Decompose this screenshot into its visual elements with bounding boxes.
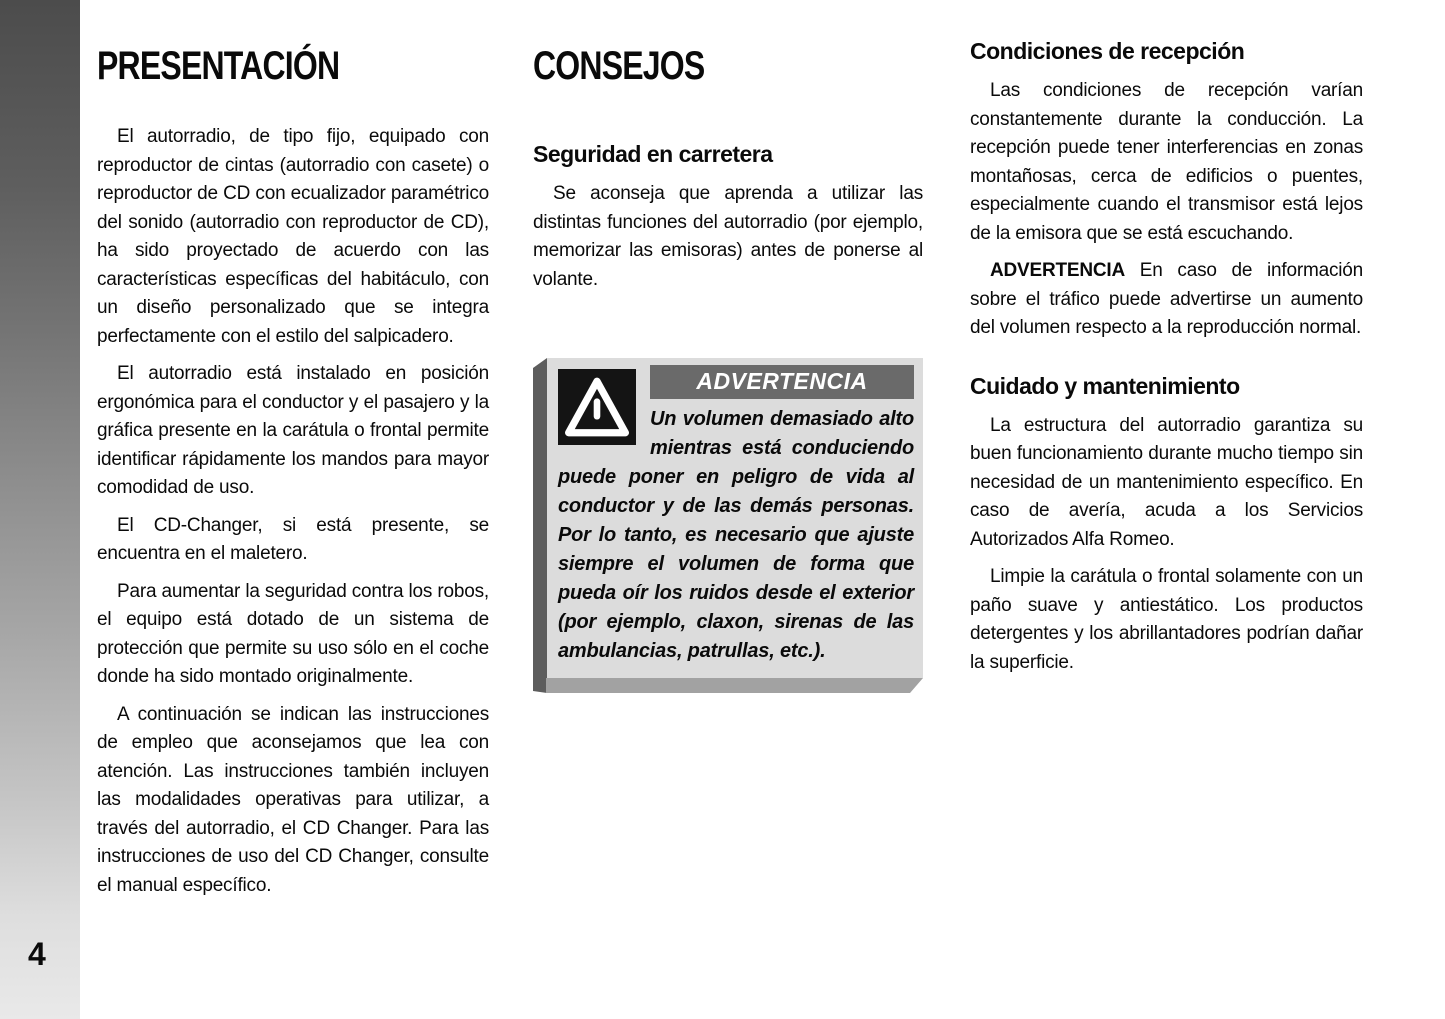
presentacion-paragraph-4: Para aumentar la seguridad contra los robos, el equipo está dotado de un sistema de protección que permite su uso sólo en el coche donde ha sido montado originalmente. xyxy=(97,580,489,687)
column-recepcion-mantenimiento xyxy=(970,38,1363,677)
warning-header: ADVERTENCIA xyxy=(650,365,914,399)
warning-icon-block xyxy=(558,369,636,445)
traffic-info-note xyxy=(970,257,1363,343)
presentacion-paragraph-2: El autorradio está instalado en posición ergonómica para el conductor y el pasajero y la gráfica presente en la carátula o frontal permite identificar rápidamente los mandos para mayor comodidad de uso. xyxy=(97,363,489,498)
column-consejos xyxy=(533,38,923,678)
column-presentacion xyxy=(97,38,489,900)
warning-box xyxy=(547,358,923,678)
mantenimiento-paragraph-1: La estructura del autorradio garantiza su buen funcionamiento durante mucho tiempo sin necesidad de un mantenimiento específico. En caso de avería, acuda a los Servicios Autorizados Alfa Romeo. xyxy=(970,414,1363,550)
mantenimiento-paragraph-2: Limpie la carátula o frontal solamente con un paño suave y antiestático. Los productos detergentes y los abrillantadores podrían dañar la superficie. xyxy=(970,566,1363,673)
consejos-title: CONSEJOS xyxy=(533,44,705,88)
advertencia-inline-label: ADVERTENCIA xyxy=(990,260,1126,281)
page-number: 4 xyxy=(28,936,45,972)
presentacion-paragraph-1: El autorradio, de tipo fijo, equipado con reproductor de cintas (autorradio con casete) o reproductor de CD con ecualizador paramétrico del sonido (autorradio con reproductor de CD), ha sido proyectado de acuerdo con las características específicas del habitáculo, con un diseño personalizado que se integra perfectamente con el estilo del salpicadero. xyxy=(97,126,489,347)
advertencia-inline-text: En caso de información sobre el tráfico puede advertirse un aumento del volumen respecto a la reproducción normal. xyxy=(970,260,1363,338)
left-gradient-bar xyxy=(0,0,80,1019)
warning-triangle-icon xyxy=(564,376,630,438)
presentacion-title: PRESENTACIÓN xyxy=(97,44,340,88)
recepcion-heading: Condiciones de recepción xyxy=(970,38,1245,64)
recepcion-paragraph: Las condiciones de recepción varían constantemente durante la conducción. La recepción puede tener interferencias en zonas montañosas, cerca de edificios o puentes, especialmente cuando el transmisor está lejos de la emisora que se está escuchando. xyxy=(970,80,1363,244)
presentacion-paragraph-5: A continuación se indican las instrucciones de empleo que aconsejamos que lea con atención. Las instrucciones también incluyen las modalidades operativas para utilizar, a través del autorradio, el CD Changer. Para las instrucciones de uso del CD Changer, consulte el manual específico. xyxy=(97,703,489,896)
seguridad-heading: Seguridad en carretera xyxy=(533,141,773,167)
presentacion-paragraph-3: El CD-Changer, si está presente, se encuentra en el maletero. xyxy=(97,514,489,564)
mantenimiento-heading: Cuidado y mantenimiento xyxy=(970,372,1240,399)
warning-body-text: Un volumen demasiado alto mientras está conduciendo puede poner en peligro de vida al conductor y de las demás personas. Por lo tanto, es necesario que ajuste siempre el volumen de forma que pueda oír los ruidos desde el exterior (por ejemplo, claxon, sirenas de las ambulancias, patrullas, etc.). xyxy=(558,408,914,662)
seguridad-paragraph: Se aconseja que aprenda a utilizar las distintas funciones del autorradio (por ejemplo, memorizar las emisoras) antes de ponerse al volante. xyxy=(533,183,923,290)
